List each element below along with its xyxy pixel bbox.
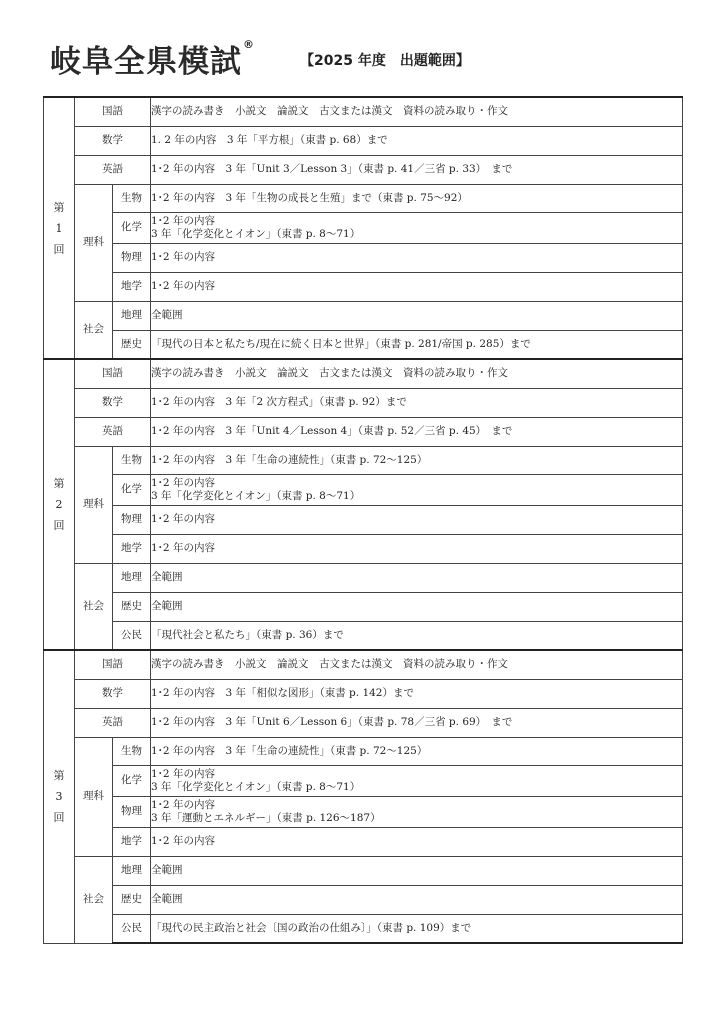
registered-mark: ® (243, 38, 255, 51)
table-row (44, 505, 683, 534)
subject-rekishi: 歴史 (113, 592, 151, 621)
scope-cell: 1･2 年の内容 3 年「生物の成長と生殖」まで（東書 p. 75～92） (151, 184, 683, 212)
subject-eigo: 英語 (75, 417, 151, 446)
scope-cell: 1･2 年の内容 3 年「Unit 4／Lesson 4」（東書 p. 52／三省 p. 45） まで (151, 417, 683, 446)
table-row (44, 708, 683, 737)
table-row (44, 827, 683, 856)
subject-kokugo: 国語 (75, 650, 151, 679)
table-row (44, 155, 683, 184)
table-row (44, 359, 683, 388)
scope-cell: 1･2 年の内容 3 年「Unit 6／Lesson 6」（東書 p. 78／三省 p. 69） まで (151, 708, 683, 737)
subject-chiri: 地理 (113, 301, 151, 330)
table-row (44, 885, 683, 914)
scope-cell: 1･2 年の内容 3 年「相似な図形」（東書 p. 142）まで (151, 679, 683, 708)
table-row (44, 474, 683, 505)
table-row (44, 126, 683, 155)
scope-cell: 1･2 年の内容 (151, 505, 683, 534)
subject-kagaku: 化学 (113, 212, 151, 243)
round-label: 第 3 回 (44, 650, 75, 943)
subject-rekishi: 歴史 (113, 885, 151, 914)
table-row (44, 97, 683, 126)
subject-kagaku: 化学 (113, 765, 151, 796)
subject-kokugo: 国語 (75, 97, 151, 126)
subject-butsuri: 物理 (113, 505, 151, 534)
scope-cell: 1･2 年の内容 3 年「化学変化とイオン」（東書 p. 8～71） (151, 474, 683, 505)
subject-chiri: 地理 (113, 856, 151, 885)
scope-cell: 1･2 年の内容 3 年「化学変化とイオン」（東書 p. 8～71） (151, 765, 683, 796)
subject-kagaku: 化学 (113, 474, 151, 505)
table-row (44, 388, 683, 417)
table-row (44, 679, 683, 708)
subject-kokugo: 国語 (75, 359, 151, 388)
subject-komin: 公民 (113, 914, 151, 943)
table-row (44, 621, 683, 650)
scope-cell: 漢字の読み書き 小説文 論説文 古文または漢文 資料の読み取り・作文 (151, 359, 683, 388)
subject-eigo: 英語 (75, 155, 151, 184)
table-row (44, 243, 683, 272)
brand-logo (50, 36, 255, 81)
scope-cell: 「現代社会と私たち」（東書 p. 36）まで (151, 621, 683, 650)
group-social: 社会 (75, 856, 113, 943)
group-science: 理科 (75, 446, 113, 563)
subject-chigaku: 地学 (113, 534, 151, 563)
page-title: 【2025 年度 出題範囲】 (300, 53, 470, 69)
scope-cell: 漢字の読み書き 小説文 論説文 古文または漢文 資料の読み取り・作文 (151, 650, 683, 679)
subject-sugaku: 数学 (75, 126, 151, 155)
subject-chiri: 地理 (113, 563, 151, 592)
scope-cell: 1･2 年の内容 3 年「生命の連続性」（東書 p. 72～125） (151, 737, 683, 765)
subject-komin: 公民 (113, 621, 151, 650)
scope-cell: 1･2 年の内容 (151, 272, 683, 301)
exam-scope-table (43, 96, 683, 944)
subject-eigo: 英語 (75, 708, 151, 737)
round-label: 第 1 回 (44, 97, 75, 359)
group-science: 理科 (75, 737, 113, 856)
brand-name: 岐阜全県模試 (50, 44, 242, 80)
scope-cell: 全範囲 (151, 885, 683, 914)
subject-chigaku: 地学 (113, 272, 151, 301)
table-row (44, 212, 683, 243)
group-science: 理科 (75, 184, 113, 301)
scope-cell: 漢字の読み書き 小説文 論説文 古文または漢文 資料の読み取り・作文 (151, 97, 683, 126)
subject-sugaku: 数学 (75, 388, 151, 417)
scope-cell: 1. 2 年の内容 3 年「平方根」（東書 p. 68）まで (151, 126, 683, 155)
group-social: 社会 (75, 563, 113, 650)
subject-seibutsu: 生物 (113, 737, 151, 765)
subject-chigaku: 地学 (113, 827, 151, 856)
scope-cell: 全範囲 (151, 592, 683, 621)
table-row (44, 856, 683, 885)
group-social: 社会 (75, 301, 113, 359)
table-row (44, 737, 683, 765)
table-row (44, 765, 683, 796)
subject-butsuri: 物理 (113, 796, 151, 827)
scope-cell: 「現代の民主政治と社会〔国の政治の仕組み〕」（東書 p. 109）まで (151, 914, 683, 943)
table-row (44, 184, 683, 212)
table-row (44, 592, 683, 621)
subject-rekishi: 歴史 (113, 330, 151, 359)
scope-cell: 1･2 年の内容 (151, 534, 683, 563)
subject-butsuri: 物理 (113, 243, 151, 272)
table-row (44, 650, 683, 679)
scope-cell: 1･2 年の内容 (151, 827, 683, 856)
scope-cell: 1･2 年の内容 3 年「2 次方程式」（東書 p. 92）まで (151, 388, 683, 417)
scope-cell: 1･2 年の内容 3 年「化学変化とイオン」（東書 p. 8～71） (151, 212, 683, 243)
table-row (44, 534, 683, 563)
table-row (44, 301, 683, 330)
table-row (44, 272, 683, 301)
scope-cell: 全範囲 (151, 856, 683, 885)
scope-cell: 「現代の日本と私たち/現在に続く日本と世界」（東書 p. 281/帝国 p. 285）まで (151, 330, 683, 359)
scope-cell: 全範囲 (151, 301, 683, 330)
scope-cell: 1･2 年の内容 3 年「生命の連続性」（東書 p. 72～125） (151, 446, 683, 474)
scope-cell: 1･2 年の内容 (151, 243, 683, 272)
table-row (44, 417, 683, 446)
table-row (44, 914, 683, 943)
subject-seibutsu: 生物 (113, 184, 151, 212)
subject-sugaku: 数学 (75, 679, 151, 708)
table-row (44, 796, 683, 827)
round-label: 第 2 回 (44, 359, 75, 650)
table-row (44, 563, 683, 592)
scope-cell: 全範囲 (151, 563, 683, 592)
subject-seibutsu: 生物 (113, 446, 151, 474)
scope-cell: 1･2 年の内容 3 年「Unit 3／Lesson 3」（東書 p. 41／三省 p. 33） まで (151, 155, 683, 184)
scope-cell: 1･2 年の内容 3 年「運動とエネルギー」（東書 p. 126～187） (151, 796, 683, 827)
table-row (44, 330, 683, 359)
table-row (44, 446, 683, 474)
